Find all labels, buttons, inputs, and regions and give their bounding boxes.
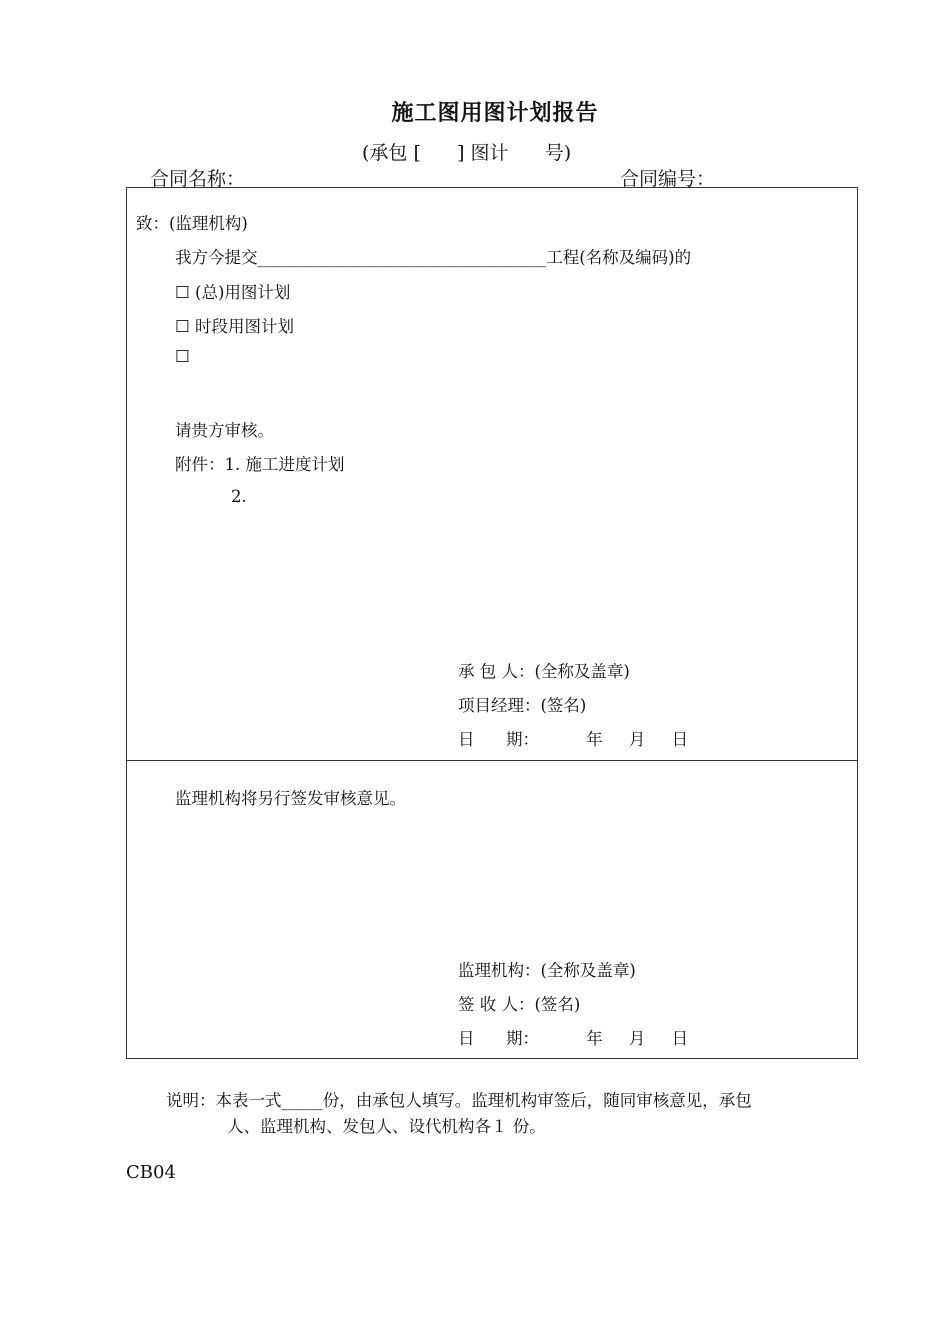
submit-line: 我方今提交___________________________________工程(名称及编码)的	[175, 248, 692, 267]
contract-name-label: 合同名称：	[150, 168, 246, 190]
supervisor-org-label: 监理机构：(全称及盖章)	[458, 961, 636, 980]
addressee-line: 致：(监理机构)	[136, 214, 248, 233]
section-divider	[126, 760, 858, 761]
review-opinion-line: 监理机构将另行签发审核意见。	[175, 789, 406, 808]
page-title: 施工图用图计划报告	[391, 100, 599, 126]
option-period-plan[interactable]: ☐ 时段用图计划	[175, 317, 295, 336]
form-code: CB04	[126, 1162, 176, 1183]
report-number-line: (承包 [ ] 图计 号)	[362, 142, 572, 164]
contractor-signature-label: 承 包 人：(全称及盖章)	[458, 662, 630, 681]
attachment-2: 2.	[231, 487, 247, 506]
contract-number-label: 合同编号：	[620, 168, 716, 190]
review-date-label: 日 期： 年 月 日	[458, 1029, 689, 1048]
submission-date-label: 日 期： 年 月 日	[458, 730, 689, 749]
option-total-plan[interactable]: ☐ (总)用图计划	[175, 283, 291, 302]
attachment-1: 附件：1. 施工进度计划	[175, 455, 345, 474]
receiver-label: 签 收 人：(签名)	[458, 995, 581, 1014]
note-line-1: 说明：本表一式_____份，由承包人填写。监理机构审签后，随同审核意见，承包	[166, 1091, 752, 1110]
option-other[interactable]: ☐	[175, 347, 190, 366]
note-line-2: 人、监理机构、发包人、设代机构各１ 份。	[227, 1117, 546, 1136]
request-review-line: 请贵方审核。	[175, 421, 274, 440]
project-manager-label: 项目经理：(签名)	[458, 696, 587, 715]
